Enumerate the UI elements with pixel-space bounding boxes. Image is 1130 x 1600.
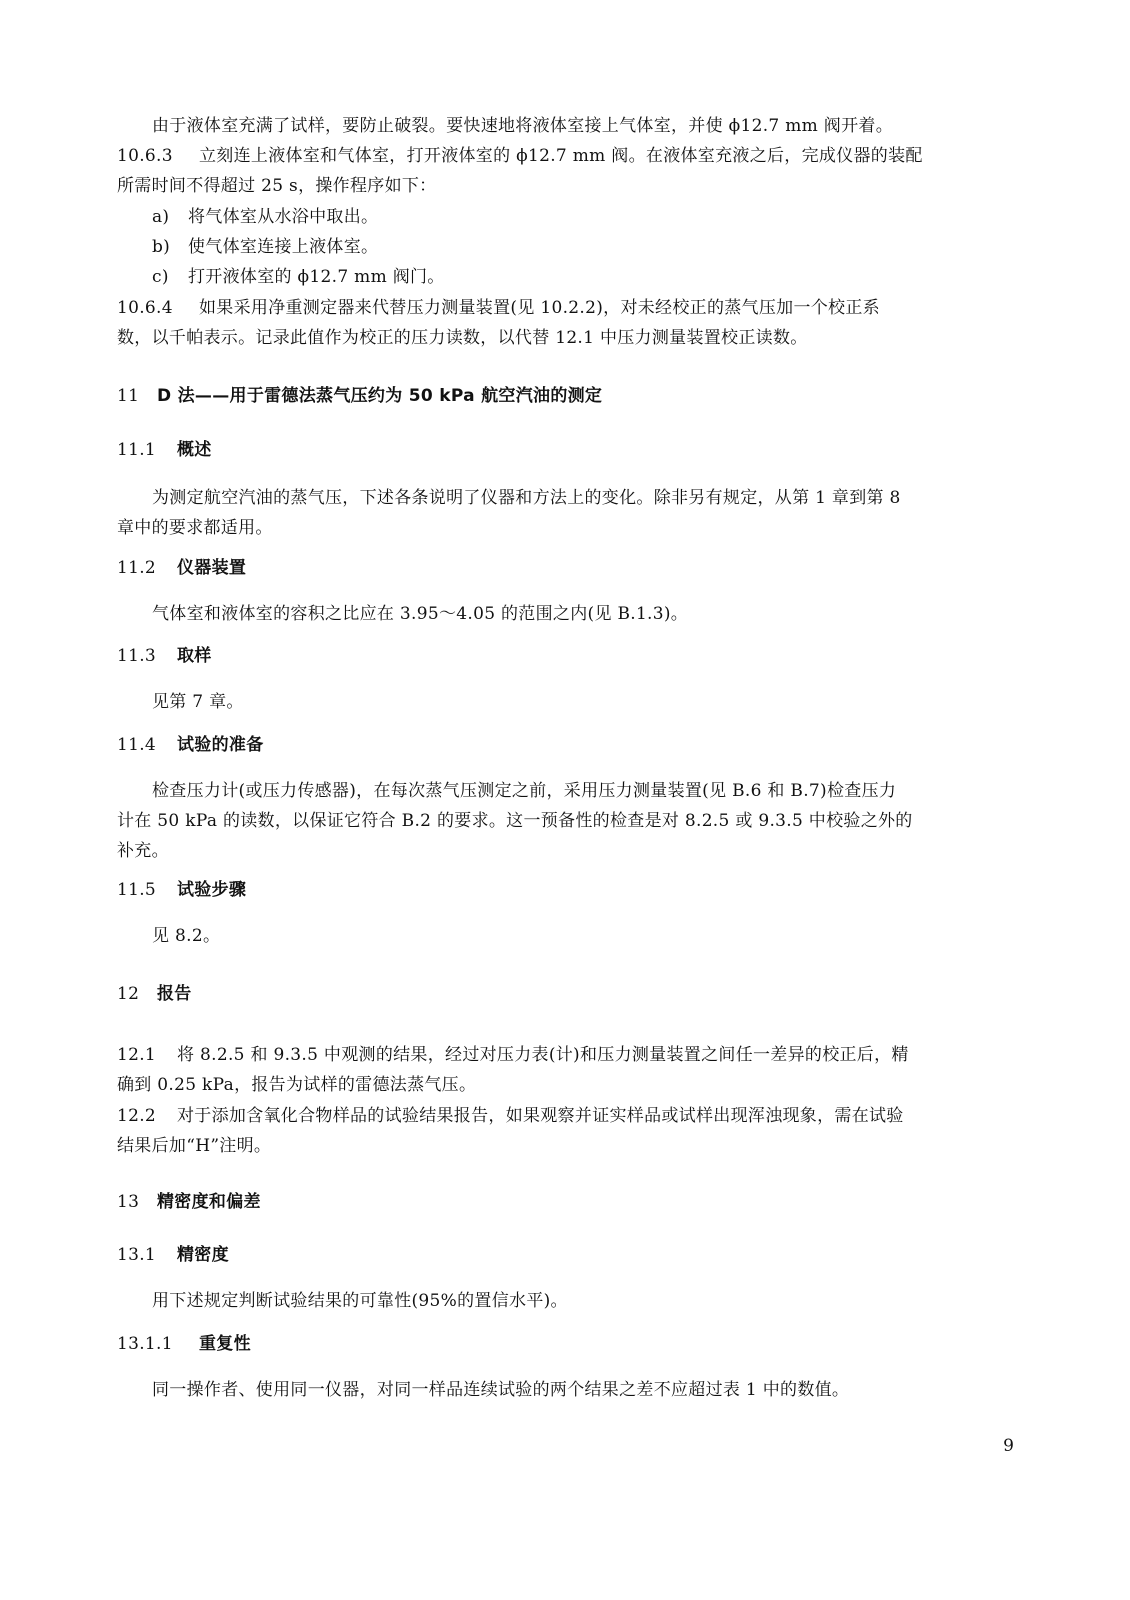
list-item bbox=[152, 235, 378, 259]
paragraph-11-4 bbox=[152, 779, 896, 803]
paragraph-13-1-1 bbox=[152, 1378, 849, 1402]
section-heading-13-1-1 bbox=[117, 1332, 251, 1356]
paragraph-11-1-cont bbox=[117, 516, 273, 540]
clause-text: 数，以千帕表示。记录此值作为校正的压力读数，以代替 12.1 中压力测量装置校正读数。 bbox=[117, 328, 808, 348]
section-title: 仪器装置 bbox=[177, 558, 247, 578]
section-title: 试验步骤 bbox=[177, 880, 247, 900]
section-number: 13.1.1 bbox=[117, 1334, 173, 1354]
section-number: 11.5 bbox=[117, 880, 157, 900]
paragraph-text: 用下述规定判断试验结果的可靠性(95%的置信水平)。 bbox=[152, 1291, 568, 1311]
chapter-title: 精密度和偏差 bbox=[157, 1192, 261, 1212]
paragraph-11-3 bbox=[152, 690, 244, 714]
clause-text: 将 8.2.5 和 9.3.5 中观测的结果，经过对压力表(计)和压力测量装置之间任一差异的校正后，精 bbox=[177, 1045, 909, 1065]
clause-text: 结果后加“H”注明。 bbox=[117, 1136, 272, 1156]
paragraph-text: 补充。 bbox=[117, 841, 169, 861]
chapter-number: 12 bbox=[117, 984, 140, 1004]
section-heading-11-4 bbox=[117, 733, 264, 757]
section-heading-11-2 bbox=[117, 556, 246, 580]
chapter-heading-13 bbox=[117, 1190, 261, 1214]
paragraph-text: 同一操作者、使用同一仪器，对同一样品连续试验的两个结果之差不应超过表 1 中的数值。 bbox=[152, 1380, 850, 1400]
list-label: a) bbox=[152, 207, 170, 227]
section-number: 11.3 bbox=[117, 646, 157, 666]
clause-12-1 bbox=[117, 1043, 909, 1067]
list-text: 将气体室从水浴中取出。 bbox=[188, 207, 379, 227]
paragraph-11-4-cont bbox=[117, 839, 169, 863]
section-heading-11-1 bbox=[117, 438, 212, 462]
list-text: 使气体室连接上液体室。 bbox=[188, 237, 379, 257]
section-title: 重复性 bbox=[199, 1334, 251, 1354]
clause-10-6-3-cont bbox=[117, 174, 436, 198]
paragraph-text: 为测定航空汽油的蒸气压，下述各条说明了仪器和方法上的变化。除非另有规定，从第 1 章到第 8 bbox=[152, 488, 901, 508]
paragraph-11-4-cont bbox=[117, 809, 913, 833]
section-title: 取样 bbox=[177, 646, 212, 666]
chapter-number: 13 bbox=[117, 1192, 140, 1212]
paragraph-11-1 bbox=[152, 486, 901, 510]
section-heading-11-5 bbox=[117, 878, 246, 902]
clause-text: 确到 0.25 kPa，报告为试样的雷德法蒸气压。 bbox=[117, 1075, 477, 1095]
page-number: 9 bbox=[1003, 1436, 1014, 1456]
paragraph-text: 见 8.2。 bbox=[152, 926, 221, 946]
list-label: c) bbox=[152, 267, 169, 287]
clause-number: 10.6.4 bbox=[117, 298, 173, 318]
paragraph-10-6-2-tail bbox=[152, 114, 893, 138]
clause-10-6-4-cont bbox=[117, 326, 808, 350]
clause-12-2 bbox=[117, 1104, 904, 1128]
paragraph-11-2 bbox=[152, 602, 688, 626]
section-number: 11.4 bbox=[117, 735, 157, 755]
clause-number: 12.2 bbox=[117, 1106, 157, 1126]
paragraph-13-1 bbox=[152, 1289, 568, 1313]
clause-text: 所需时间不得超过 25 s，操作程序如下： bbox=[117, 176, 437, 196]
chapter-title: 报告 bbox=[157, 984, 192, 1004]
chapter-number: 11 bbox=[117, 386, 140, 406]
clause-12-2-cont bbox=[117, 1134, 271, 1158]
chapter-heading-11 bbox=[117, 384, 602, 408]
chapter-heading-12 bbox=[117, 982, 192, 1006]
section-number: 11.1 bbox=[117, 440, 157, 460]
clause-text: 如果采用净重测定器来代替压力测量装置(见 10.2.2)，对未经校正的蒸气压加一个校正系 bbox=[199, 298, 880, 318]
section-number: 13.1 bbox=[117, 1245, 157, 1265]
paragraph-text: 章中的要求都适用。 bbox=[117, 518, 273, 538]
paragraph-text: 由于液体室充满了试样，要防止破裂。要快速地将液体室接上气体室，并使 ϕ12.7 mm 阀开着。 bbox=[152, 116, 893, 136]
clause-10-6-3 bbox=[117, 144, 923, 168]
clause-number: 12.1 bbox=[117, 1045, 157, 1065]
paragraph-text: 气体室和液体室的容积之比应在 3.95～4.05 的范围之内(见 B.1.3)。 bbox=[152, 604, 689, 624]
list-text: 打开液体室的 ϕ12.7 mm 阀门。 bbox=[188, 267, 445, 287]
clause-text: 立刻连上液体室和气体室，打开液体室的 ϕ12.7 mm 阀。在液体室充液之后，完成仪器的装配 bbox=[199, 146, 923, 166]
paragraph-11-5 bbox=[152, 924, 220, 948]
chapter-title: D 法——用于雷德法蒸气压约为 50 kPa 航空汽油的测定 bbox=[157, 386, 603, 406]
list-label: b) bbox=[152, 237, 171, 257]
paragraph-text: 计在 50 kPa 的读数，以保证它符合 B.2 的要求。这一预备性的检查是对 8.2.5 或 9.3.5 中校验之外的 bbox=[117, 811, 913, 831]
section-number: 11.2 bbox=[117, 558, 157, 578]
clause-10-6-4 bbox=[117, 296, 880, 320]
section-title: 精密度 bbox=[177, 1245, 229, 1265]
section-title: 试验的准备 bbox=[177, 735, 264, 755]
section-heading-11-3 bbox=[117, 644, 212, 668]
paragraph-text: 见第 7 章。 bbox=[152, 692, 244, 712]
list-item bbox=[152, 205, 378, 229]
clause-text: 对于添加含氧化合物样品的试验结果报告，如果观察并证实样品或试样出现浑浊现象，需在试验 bbox=[177, 1106, 904, 1126]
list-item bbox=[152, 265, 445, 289]
clause-number: 10.6.3 bbox=[117, 146, 173, 166]
clause-12-1-cont bbox=[117, 1073, 476, 1097]
section-heading-13-1 bbox=[117, 1243, 229, 1267]
paragraph-text: 检查压力计(或压力传感器)，在每次蒸气压测定之前，采用压力测量装置(见 B.6 和 B.7)检查压力 bbox=[152, 781, 897, 801]
section-title: 概述 bbox=[177, 440, 212, 460]
